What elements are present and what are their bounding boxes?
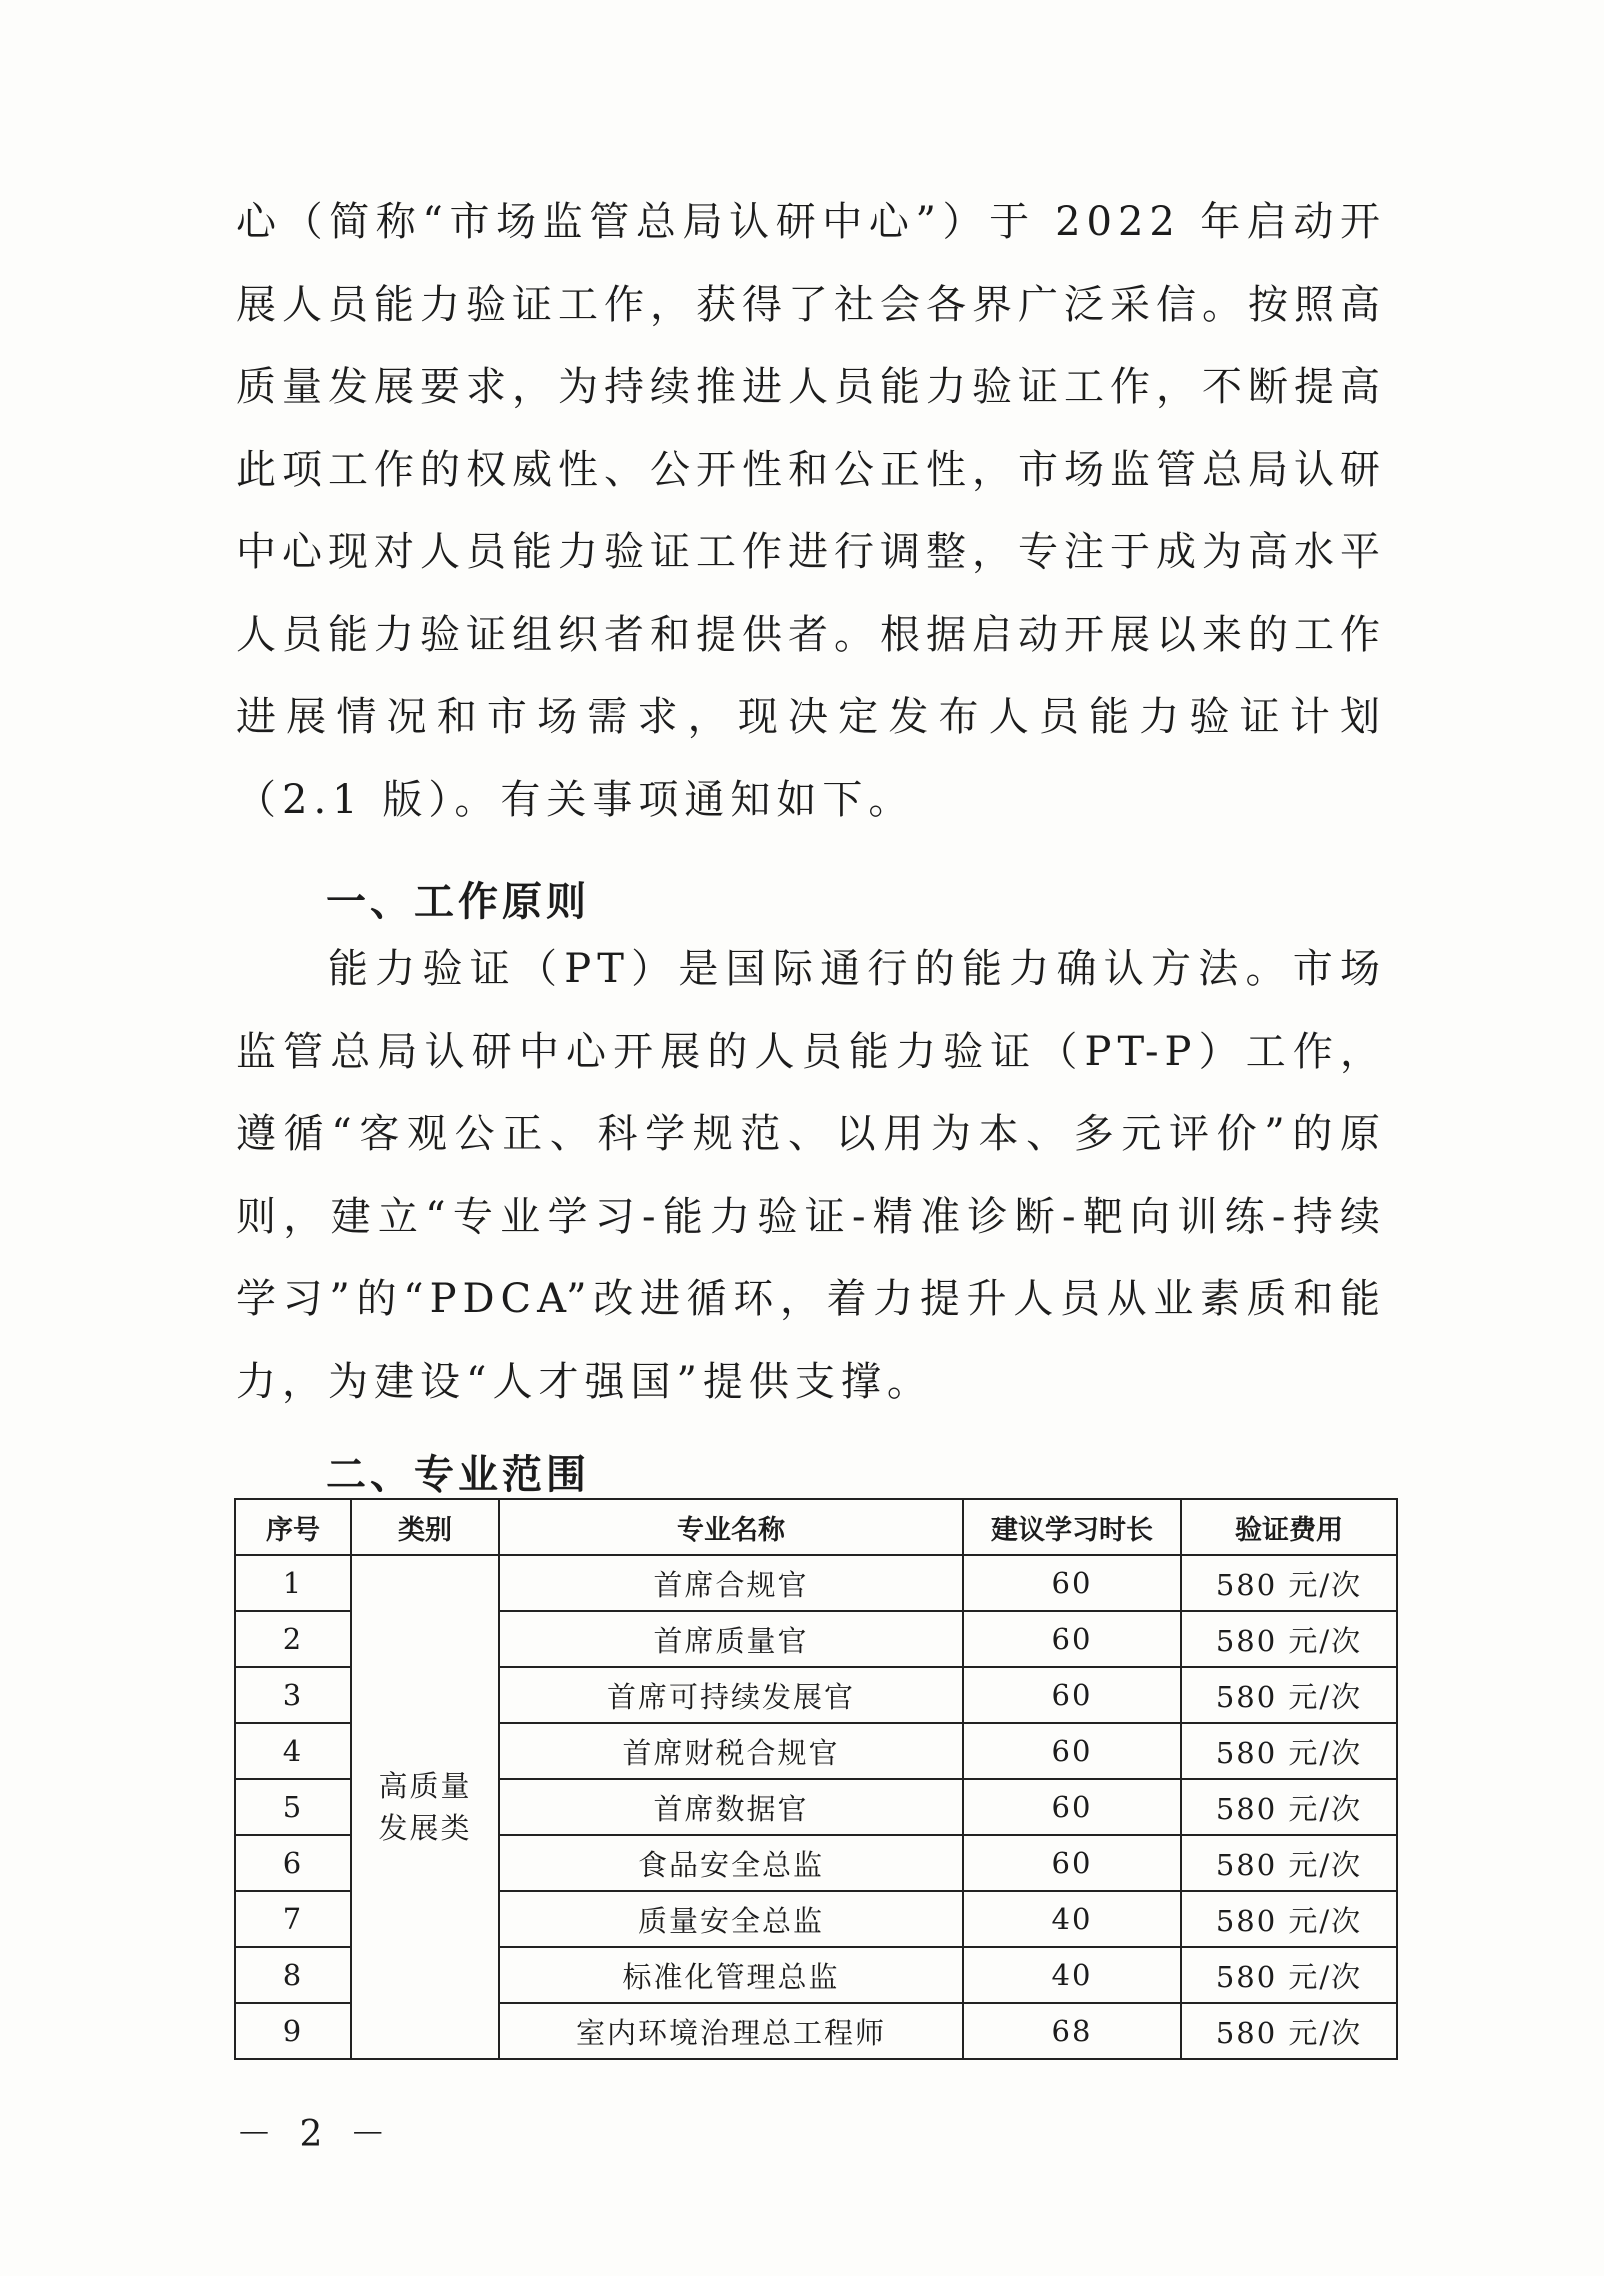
intro-paragraph: 心（简称“市场监管总局认研中心”）于 2022 年启动开展人员能力验证工作，获得了社会各界广泛采信。按照高质量发展要求，为持续推进人员能力验证工作，不断提高此项工作的权威性、公开性和公正性，市场监管总局认研中心现对人员能力验证工作进行调整，专注于成为高水平人员能力验证组织者和提供者。根据启动开展以来的工作进展情况和市场需求，现决定发布人员能力验证计划（2.1 版）。有关事项通知如下。 — [236, 199, 1386, 823]
cell-specialty-name: 首席数据官 — [499, 1779, 963, 1835]
header-study-hours: 建议学习时长 — [963, 1499, 1181, 1555]
cell-fee: 580 元/次 — [1181, 1947, 1397, 2003]
scope-table-container — [234, 1498, 1398, 2060]
cell-serial: 8 — [235, 1947, 351, 2003]
cell-serial: 6 — [235, 1835, 351, 1891]
section-heading-principles: 一、工作原则 — [326, 879, 590, 925]
cell-study-hours: 60 — [963, 1667, 1181, 1723]
cell-study-hours: 60 — [963, 1835, 1181, 1891]
cell-study-hours: 40 — [963, 1947, 1181, 2003]
cell-serial: 2 — [235, 1611, 351, 1667]
cell-serial: 9 — [235, 2003, 351, 2059]
cell-study-hours: 60 — [963, 1779, 1181, 1835]
cell-fee: 580 元/次 — [1181, 1723, 1397, 1779]
cell-study-hours: 60 — [963, 1723, 1181, 1779]
cell-specialty-name: 质量安全总监 — [499, 1891, 963, 1947]
table-row — [235, 1555, 1397, 1611]
principle-paragraph: 能力验证（PT）是国际通行的能力确认方法。市场监管总局认研中心开展的人员能力验证（PT-P）工作，遵循“客观公正、科学规范、以用为本、多元评价”的原则，建立“专业学习-能力验证-精准诊断-靶向训练-持续学习”的“PDCA”改进循环，着力提升人员从业素质和能力，为建设“人才强国”提供支撑。 — [236, 946, 1386, 1405]
cell-specialty-name: 首席可持续发展官 — [499, 1667, 963, 1723]
cell-fee: 580 元/次 — [1181, 1891, 1397, 1947]
header-fee: 验证费用 — [1181, 1499, 1397, 1555]
cell-serial: 4 — [235, 1723, 351, 1779]
header-serial: 序号 — [235, 1499, 351, 1555]
cell-specialty-name: 首席合规官 — [499, 1555, 963, 1611]
cell-specialty-name: 食品安全总监 — [499, 1835, 963, 1891]
table-header-row — [235, 1499, 1397, 1555]
page-number: － 2 － — [236, 2114, 394, 2155]
cell-study-hours: 40 — [963, 1891, 1181, 1947]
scope-table — [234, 1498, 1398, 2060]
cell-study-hours: 60 — [963, 1611, 1181, 1667]
cell-specialty-name: 室内环境治理总工程师 — [499, 2003, 963, 2059]
section-heading-scope: 二、专业范围 — [326, 1452, 590, 1498]
cell-specialty-name: 首席质量官 — [499, 1611, 963, 1667]
header-category: 类别 — [351, 1499, 499, 1555]
cell-serial: 3 — [235, 1667, 351, 1723]
cell-serial: 7 — [235, 1891, 351, 1947]
cell-fee: 580 元/次 — [1181, 1555, 1397, 1611]
cell-fee: 580 元/次 — [1181, 2003, 1397, 2059]
cell-fee: 580 元/次 — [1181, 1667, 1397, 1723]
cell-study-hours: 68 — [963, 2003, 1181, 2059]
cell-specialty-name: 标准化管理总监 — [499, 1947, 963, 2003]
table-body — [235, 1555, 1397, 2059]
cell-specialty-name: 首席财税合规官 — [499, 1723, 963, 1779]
cell-fee: 580 元/次 — [1181, 1611, 1397, 1667]
cell-serial: 5 — [235, 1779, 351, 1835]
category-text: 高质量发展类 — [378, 1769, 472, 1845]
cell-category — [351, 1555, 499, 2059]
cell-serial: 1 — [235, 1555, 351, 1611]
cell-study-hours: 60 — [963, 1555, 1181, 1611]
cell-fee: 580 元/次 — [1181, 1779, 1397, 1835]
cell-fee: 580 元/次 — [1181, 1835, 1397, 1891]
header-specialty-name: 专业名称 — [499, 1499, 963, 1555]
